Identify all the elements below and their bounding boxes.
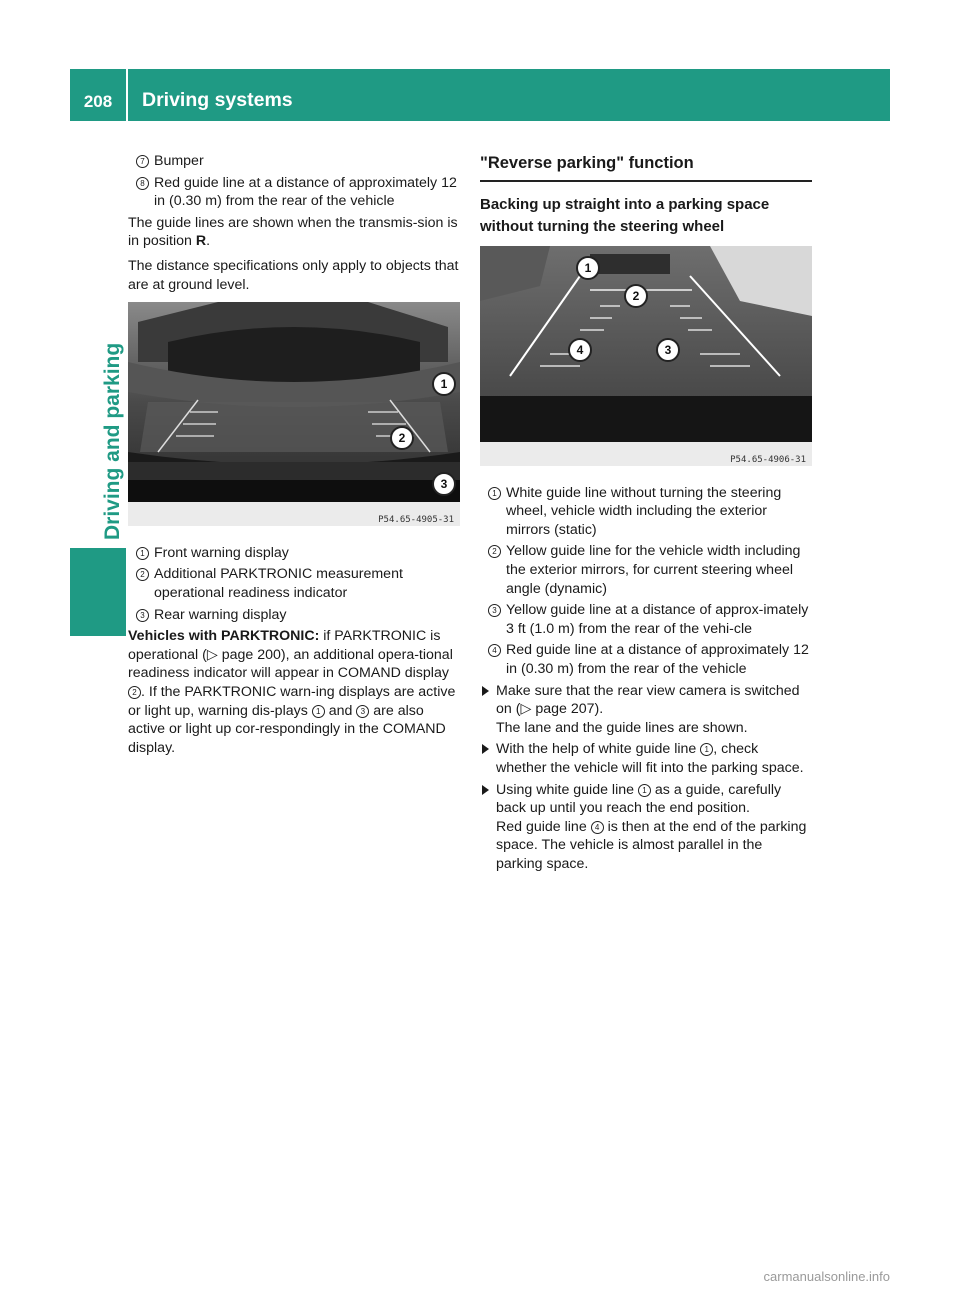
paragraph-guide-lines: The guide lines are shown when the transmis-sion is in position R. xyxy=(128,214,458,250)
figure-code: P54.65-4905-31 xyxy=(378,514,454,525)
instruction-step: Make sure that the rear view camera is switched on (▷ page 207). The lane and the guide lines are shown. xyxy=(480,682,812,738)
item-text: Yellow guide line at a distance of approx-imately 3 ft (1.0 m) from the rear of the vehi-cle xyxy=(506,602,809,637)
figure-reverse-parking xyxy=(480,246,812,472)
item-text: Yellow guide line for the vehicle width including the exterior mirrors, for current steering wheel angle (dynamic) xyxy=(506,543,801,597)
left-column xyxy=(128,152,460,763)
list-item xyxy=(128,565,460,602)
list-item xyxy=(128,152,460,171)
item-number: 2 xyxy=(136,568,149,581)
item-number: 1 xyxy=(488,487,501,500)
item-number: 1 xyxy=(136,547,149,560)
callout-1: 1 xyxy=(576,256,600,280)
inline-number: 1 xyxy=(638,784,651,797)
item-text: Bumper xyxy=(154,153,204,169)
item-text: Red guide line at a distance of approximately 12 in (0.30 m) from the rear of the vehicle xyxy=(154,174,457,210)
page-ref-arrow: ▷ xyxy=(520,701,532,718)
list-item xyxy=(128,174,460,211)
item-text: White guide line without turning the steering wheel, vehicle width including the exterior mirrors (static) xyxy=(506,484,782,538)
item-text: Front warning display xyxy=(154,544,289,561)
item-text: Rear warning display xyxy=(154,606,287,623)
item-text: Red guide line at a distance of approximately 12 in (0.30 m) from the rear of the vehicle xyxy=(506,642,809,677)
right-column xyxy=(480,152,812,876)
instruction-step: With the help of white guide line 1 , check whether the vehicle will fit into the parking space. xyxy=(480,740,812,777)
section-heading: "Reverse parking" function xyxy=(480,154,694,172)
chapter-tab-marker xyxy=(70,548,126,636)
item-number: 7 xyxy=(136,155,149,168)
list-item xyxy=(480,484,812,540)
callout-3: 3 xyxy=(656,338,680,362)
subheading: Backing up straight into a parking space without turning the steering wheel xyxy=(480,196,770,235)
page-ref-arrow: ▷ xyxy=(206,646,218,663)
callout-1: 1 xyxy=(432,372,456,396)
item-text: Additional PARKTRONIC measurement operational readiness indicator xyxy=(154,566,403,601)
inline-number: 3 xyxy=(356,705,369,718)
inline-number: 4 xyxy=(591,821,604,834)
inline-number: 2 xyxy=(128,686,141,699)
list-item xyxy=(128,606,460,625)
chapter-tab xyxy=(70,120,126,540)
item-number: 2 xyxy=(488,545,501,558)
paragraph-distance: The distance specifications only apply to objects that are at ground level. xyxy=(128,257,459,293)
header-divider xyxy=(126,69,128,121)
callout-2: 2 xyxy=(624,284,648,308)
list-item xyxy=(480,601,812,638)
heading-rule xyxy=(480,180,812,182)
callout-4: 4 xyxy=(568,338,592,362)
item-number: 4 xyxy=(488,644,501,657)
list-item xyxy=(480,542,812,598)
item-number: 3 xyxy=(136,609,149,622)
figure-code: P54.65-4906-31 xyxy=(730,454,806,465)
chapter-tab-label: Driving and parking xyxy=(101,342,124,540)
camera-image xyxy=(480,246,812,466)
callout-3: 3 xyxy=(432,472,456,496)
inline-number: 1 xyxy=(700,743,713,756)
figure-parktronic xyxy=(128,302,460,532)
item-number: 8 xyxy=(136,177,149,190)
inline-number: 1 xyxy=(312,705,325,718)
list-item xyxy=(128,544,460,563)
item-number: 3 xyxy=(488,604,501,617)
page-header xyxy=(70,69,890,121)
instruction-step: Using white guide line 1 as a guide, carefully back up until you reach the end position. Red guide line 4 is then at the end of the parking space. The vehicle is almost parallel in the parking space. xyxy=(480,781,812,874)
list-item xyxy=(480,641,812,678)
paragraph-vehicles-parktronic: Vehicles with PARKTRONIC: if PARKTRONIC is operational (▷ page 200), an additional opera-tional readiness indicator will appear in COMAND display 2 . If the PARKTRONIC warn-ing displays are active or light up, warning dis-plays 1 and 3 are also active or light up cor-respondingly in the COMAND display. xyxy=(128,628,456,756)
camera-image xyxy=(128,302,460,526)
section-title: Driving systems xyxy=(142,89,293,111)
callout-2: 2 xyxy=(390,426,414,450)
watermark: carmanualsonline.info xyxy=(763,1269,890,1284)
page-number: 208 xyxy=(83,92,113,111)
